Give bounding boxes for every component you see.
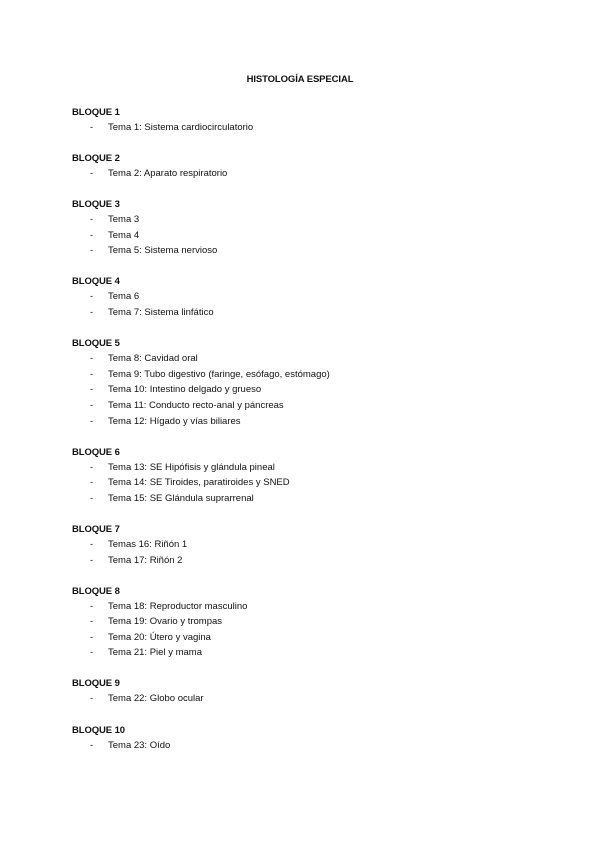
list-bullet: - (90, 492, 94, 504)
tema-label: Tema 5: Sistema nervioso (108, 245, 218, 257)
tema-label: Tema 20: Útero y vagina (108, 631, 211, 643)
tema-item (72, 460, 552, 476)
tema-label: Tema 6 (108, 291, 140, 303)
bloque-heading: BLOQUE 2 (72, 153, 120, 165)
tema-item (72, 398, 552, 414)
bloque-section (72, 676, 552, 707)
tema-list (72, 289, 552, 320)
tema-item (72, 243, 552, 259)
tema-label: Tema 15: SE Glándula suprarrenal (108, 492, 254, 504)
list-bullet: - (90, 415, 94, 427)
list-bullet: - (90, 631, 94, 643)
tema-label: Tema 7: Sistema linfático (108, 307, 214, 319)
list-bullet: - (90, 399, 94, 411)
list-bullet: - (90, 739, 94, 751)
tema-label: Tema 8: Cavidad oral (108, 353, 198, 365)
bloque-section (72, 522, 552, 568)
tema-label: Tema 19: Ovario y trompas (108, 616, 223, 628)
tema-list (72, 691, 552, 707)
bloque-list (72, 105, 552, 769)
list-bullet: - (90, 245, 94, 257)
tema-list (72, 166, 552, 182)
tema-item (72, 351, 552, 367)
tema-label: Tema 23: Oído (108, 739, 171, 751)
tema-label: Tema 18: Reproductor masculino (108, 600, 248, 612)
tema-label: Tema 13: SE Hipófisis y glándula pineal (108, 461, 275, 473)
bloque-section (72, 105, 552, 136)
bloque-heading: BLOQUE 3 (72, 199, 120, 211)
tema-list (72, 537, 552, 568)
tema-item (72, 228, 552, 244)
list-bullet: - (90, 214, 94, 226)
bloque-section (72, 445, 552, 507)
tema-item (72, 367, 552, 383)
tema-item (72, 120, 552, 136)
list-bullet: - (90, 647, 94, 659)
bloque-section (72, 336, 552, 429)
tema-item (72, 475, 552, 491)
tema-item (72, 305, 552, 321)
tema-item (72, 382, 552, 398)
list-bullet: - (90, 461, 94, 473)
tema-list (72, 351, 552, 429)
list-bullet: - (90, 477, 94, 489)
tema-item (72, 289, 552, 305)
bloque-heading: BLOQUE 8 (72, 585, 120, 597)
bloque-heading: BLOQUE 1 (72, 107, 120, 118)
tema-item (72, 614, 552, 630)
list-bullet: - (90, 307, 94, 319)
list-bullet: - (90, 554, 94, 566)
tema-label: Temas 16: Riñón 1 (108, 538, 188, 550)
tema-label: Tema 12: Hígado y vías biliares (108, 415, 241, 427)
list-bullet: - (90, 168, 94, 180)
list-bullet: - (90, 368, 94, 380)
tema-label: Tema 22: Globo ocular (108, 693, 204, 705)
tema-label: Tema 2: Aparato respiratorio (108, 168, 228, 180)
tema-list (72, 460, 552, 507)
tema-label: Tema 3 (108, 214, 140, 226)
bloque-heading: BLOQUE 10 (72, 724, 125, 736)
tema-label: Tema 1: Sistema cardiocirculatorio (108, 122, 254, 133)
list-bullet: - (90, 229, 94, 241)
tema-item (72, 212, 552, 228)
tema-list (72, 120, 552, 136)
list-bullet: - (90, 693, 94, 705)
tema-label: Tema 9: Tubo digestivo (faringe, esófago, estómago) (108, 368, 330, 380)
list-bullet: - (90, 600, 94, 612)
bloque-heading: BLOQUE 6 (72, 446, 120, 458)
tema-list (72, 738, 552, 754)
tema-list (72, 212, 552, 259)
tema-label: Tema 17: Riñón 2 (108, 554, 183, 566)
tema-label: Tema 21: Piel y mama (108, 647, 202, 659)
bloque-heading: BLOQUE 5 (72, 338, 120, 350)
tema-label: Tema 10: Intestino delgado y grueso (108, 384, 262, 396)
list-bullet: - (90, 291, 94, 303)
tema-item (72, 738, 552, 754)
tema-item (72, 491, 552, 507)
list-bullet: - (90, 538, 94, 550)
list-bullet: - (90, 353, 94, 365)
tema-item (72, 537, 552, 553)
bloque-section (72, 197, 552, 259)
tema-item (72, 691, 552, 707)
bloque-section (72, 151, 552, 182)
tema-item (72, 553, 552, 569)
bloque-section (72, 584, 552, 661)
bloque-heading: BLOQUE 7 (72, 523, 120, 535)
bloque-heading: BLOQUE 9 (72, 678, 120, 690)
bloque-heading: BLOQUE 4 (72, 276, 120, 288)
bloque-section (72, 274, 552, 320)
tema-label: Tema 11: Conducto recto-anal y páncreas (108, 399, 284, 411)
tema-item (72, 166, 552, 182)
tema-item (72, 645, 552, 661)
tema-label: Tema 4 (108, 229, 140, 241)
list-bullet: - (90, 122, 94, 133)
tema-label: Tema 14: SE Tiroides, paratiroides y SNED (108, 477, 290, 489)
list-bullet: - (90, 384, 94, 396)
tema-item (72, 414, 552, 430)
bloque-section (72, 723, 552, 754)
list-bullet: - (90, 616, 94, 628)
tema-list (72, 599, 552, 661)
document-title: HISTOLOGÍA ESPECIAL (246, 74, 354, 85)
tema-item (72, 630, 552, 646)
tema-item (72, 599, 552, 615)
